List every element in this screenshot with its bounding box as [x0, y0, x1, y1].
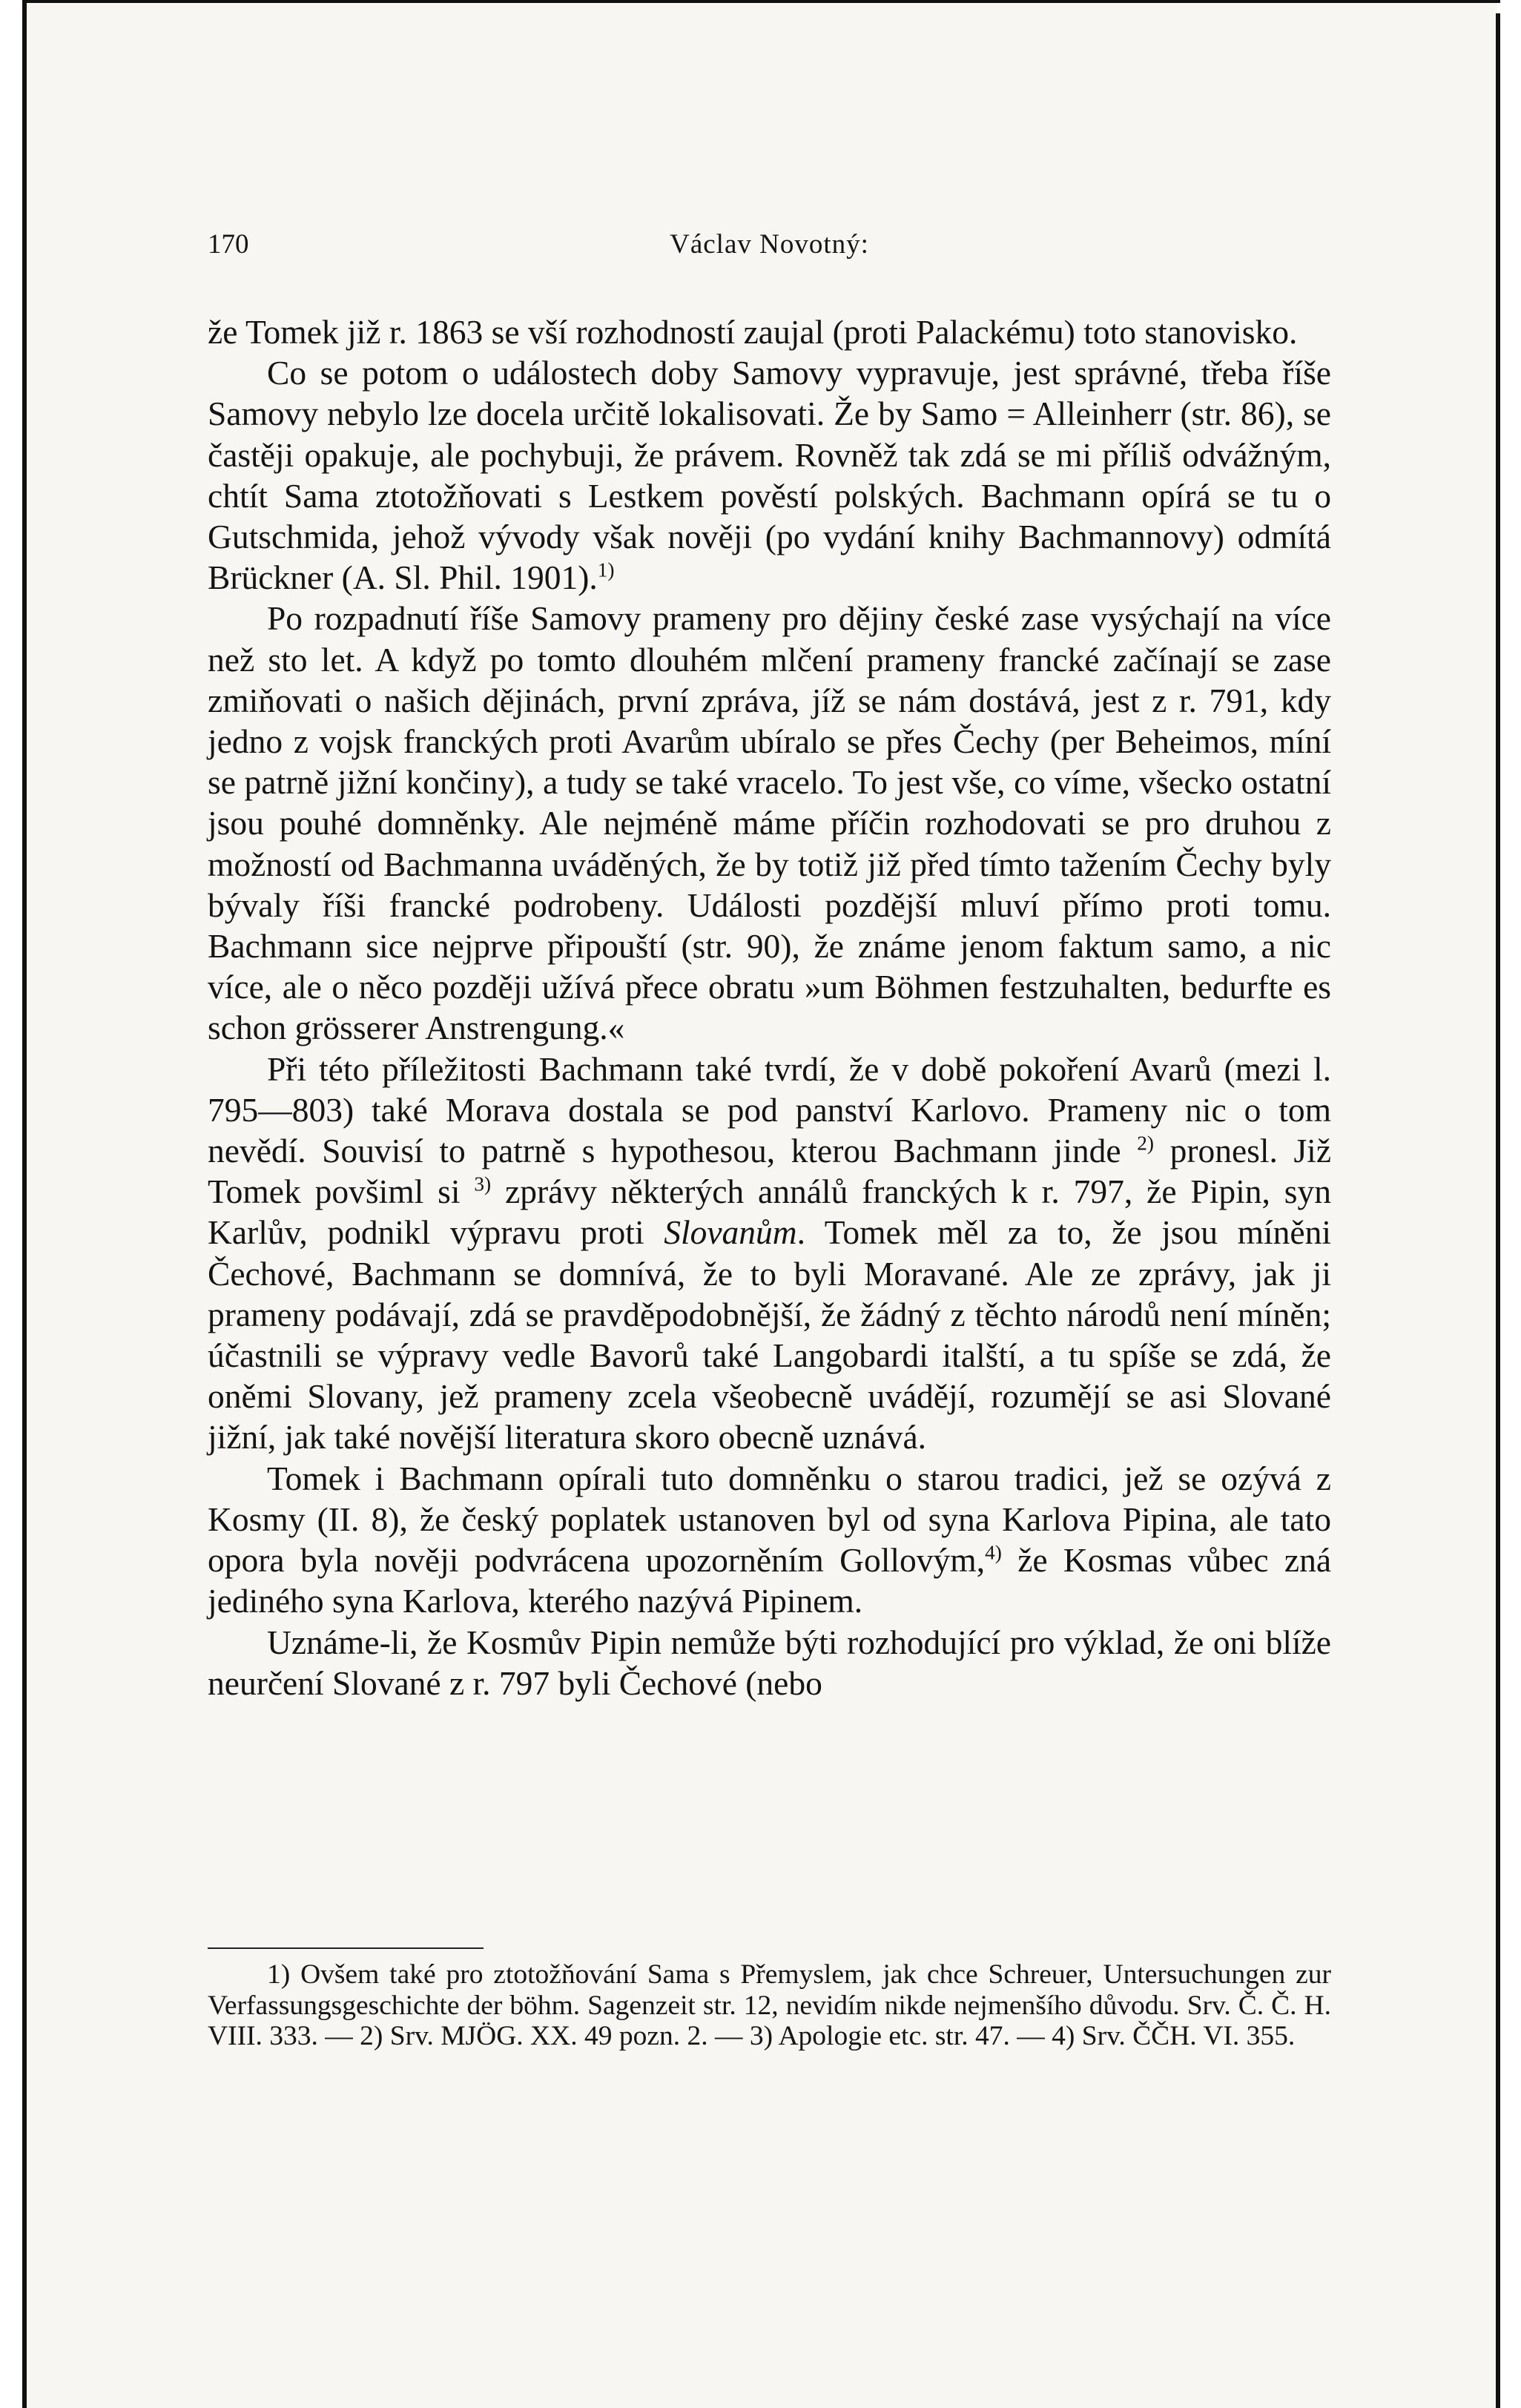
footnote-3-mark: 3)	[749, 2021, 773, 2051]
paragraph-3: Po rozpadnutí říše Samovy prameny pro dějiny české zase vysýchají na více než sto let. A když po tomto dlouhém mlčení prameny francké začínají se zase zmiňovati o našich dějinách, první zpráva, jíž se nám dostává, jest z r. 791, kdy jedno z vojsk franckých proti Avarům ubíralo se přes Čechy (per Beheimos, míní se patrně jižní končiny), a tudy se také vracelo. To jest vše, co víme, všecko ostatní jsou pouhé domněnky. Ale nejméně máme příčin rozhodovati se pro druhou z možností od Bachmanna uváděných, že by totiž již před tímto tažením Čechy byly bývaly říši francké podrobeny. Události pozdější mluví přímo proti tomu. Bachmann sice nejprve připouští (str. 90), že známe jenom faktum samo, a nic více, ale o něco později užívá přece obratu »um Böhmen festzuhalten, bedurfte es schon grösserer Anstrengung.«	[208, 599, 1331, 1047]
footnote-ref-1: 1)	[597, 558, 615, 581]
scan-border-left	[22, 0, 27, 2408]
paragraph-2: Co se potom o událostech doby Samovy vypravuje, jest správné, třeba říše Samovy nebylo lze docela určitě lokalisovati. Že by Samo = Alleinherr (str. 86), se častěji opakuje, ale pochybuji, že právem. Rovněž tak zdá se mi příliš odvážným, chtít Sama ztotožňovati s Lestkem pověstí polských. Bachmann opírá se tu o Gutschmida, jehož vývody však nověji (po vydání knihy Bachmannovy) odmítá Brückner (A. Sl. Phil. 1901).$^{1)}$	[208, 354, 1331, 597]
paragraph-5: Tomek i Bachmann opírali tuto domněnku o starou tradici, jež se ozývá z Kosmy (II. 8), že český poplatek ustanoven byl od syna Karlova Pipina, ale tato opora byla nověji podvrácena upozorněním Gollovým,$^{4)}$ že Kosmas vůbec zná jediného syna Karlova, kterého nazývá Pipinem.	[208, 1459, 1332, 1620]
footnote-ref-2: 2)	[1137, 1132, 1154, 1155]
running-head: Václav Novotný:	[670, 229, 869, 260]
footnote-1: Ovšem také pro ztotožňování Sama s Přemyslem, jak chce Schreuer, Untersuchungen zur Verfassungsgeschichte der böhm. Sagenzeit str. 12, nevidím nikde nejmenšího důvodu. Srv. Č. Č. H. VIII. 333. —	[208, 1959, 1331, 2051]
footnote-1-mark: 1)	[267, 1959, 291, 1990]
footnote-2: Srv. MJÖG. XX. 49 pozn. 2. —	[389, 2021, 743, 2051]
footnote-3: Apologie etc. str. 47. —	[778, 2021, 1045, 2051]
page-header	[208, 222, 1331, 267]
scan-border-top	[22, 0, 1500, 3]
footnote-4-mark: 4)	[1052, 2021, 1075, 2051]
footnote-block	[208, 1959, 1331, 2052]
footnote-ref-4: 4)	[985, 1541, 1002, 1564]
paragraph-4: Při této příležitosti Bachmann také tvrdí, že v době pokoření Avarů (mezi l. 795—803) také Morava dostala se pod panství Karlovo. Prameny nic o tom nevědí. Souvisí to patrně s hypothesou, kterou Bachmann jinde $^{2)}$ pronesl. Již Tomek povšiml si $^{3)}$ zprávy některých annálů franckých k r. 797, že Pipin, syn Karlův, podnikl výpravu proti Slovanům. Tomek měl za to, že jsou míněni Čechové, Bachmann se domnívá, že to byli Moravané. Ale ze zprávy, jak ji prameny podávají, zdá se pravděpodobnější, že žádný z těchto národů není míněn; účastnili se výpravy vedle Bavorů také Langobardi italští, a tu spíše se zdá, že oněmi Slovany, jež prameny zcela všeobecně uvádějí, rozumějí se asi Slované jižní, jak také novější literatura skoro obecně uznává.	[208, 1049, 1332, 1457]
scan-border-right	[1496, 13, 1500, 2408]
paragraph-1: že Tomek již r. 1863 se vší rozhodností zaujal (proti Palackému) toto stanovisko.	[208, 313, 1298, 351]
main-text	[208, 311, 1331, 1703]
footnotes	[208, 1959, 1331, 2052]
page-number: 170	[208, 229, 249, 260]
footnote-ref-3: 3)	[474, 1172, 492, 1195]
footnote-4: Srv. ČČH. VI. 355.	[1081, 2021, 1296, 2051]
footnote-2-mark: 2)	[360, 2021, 383, 2051]
paragraph-6: Uznáme-li, že Kosmův Pipin nemůže býti rozhodující pro výklad, že oni blíže neurčení Slované z r. 797 byli Čechové (nebo	[208, 1623, 1331, 1702]
italic-word: Slovanům	[664, 1213, 797, 1252]
footnote-divider	[208, 1947, 484, 1949]
